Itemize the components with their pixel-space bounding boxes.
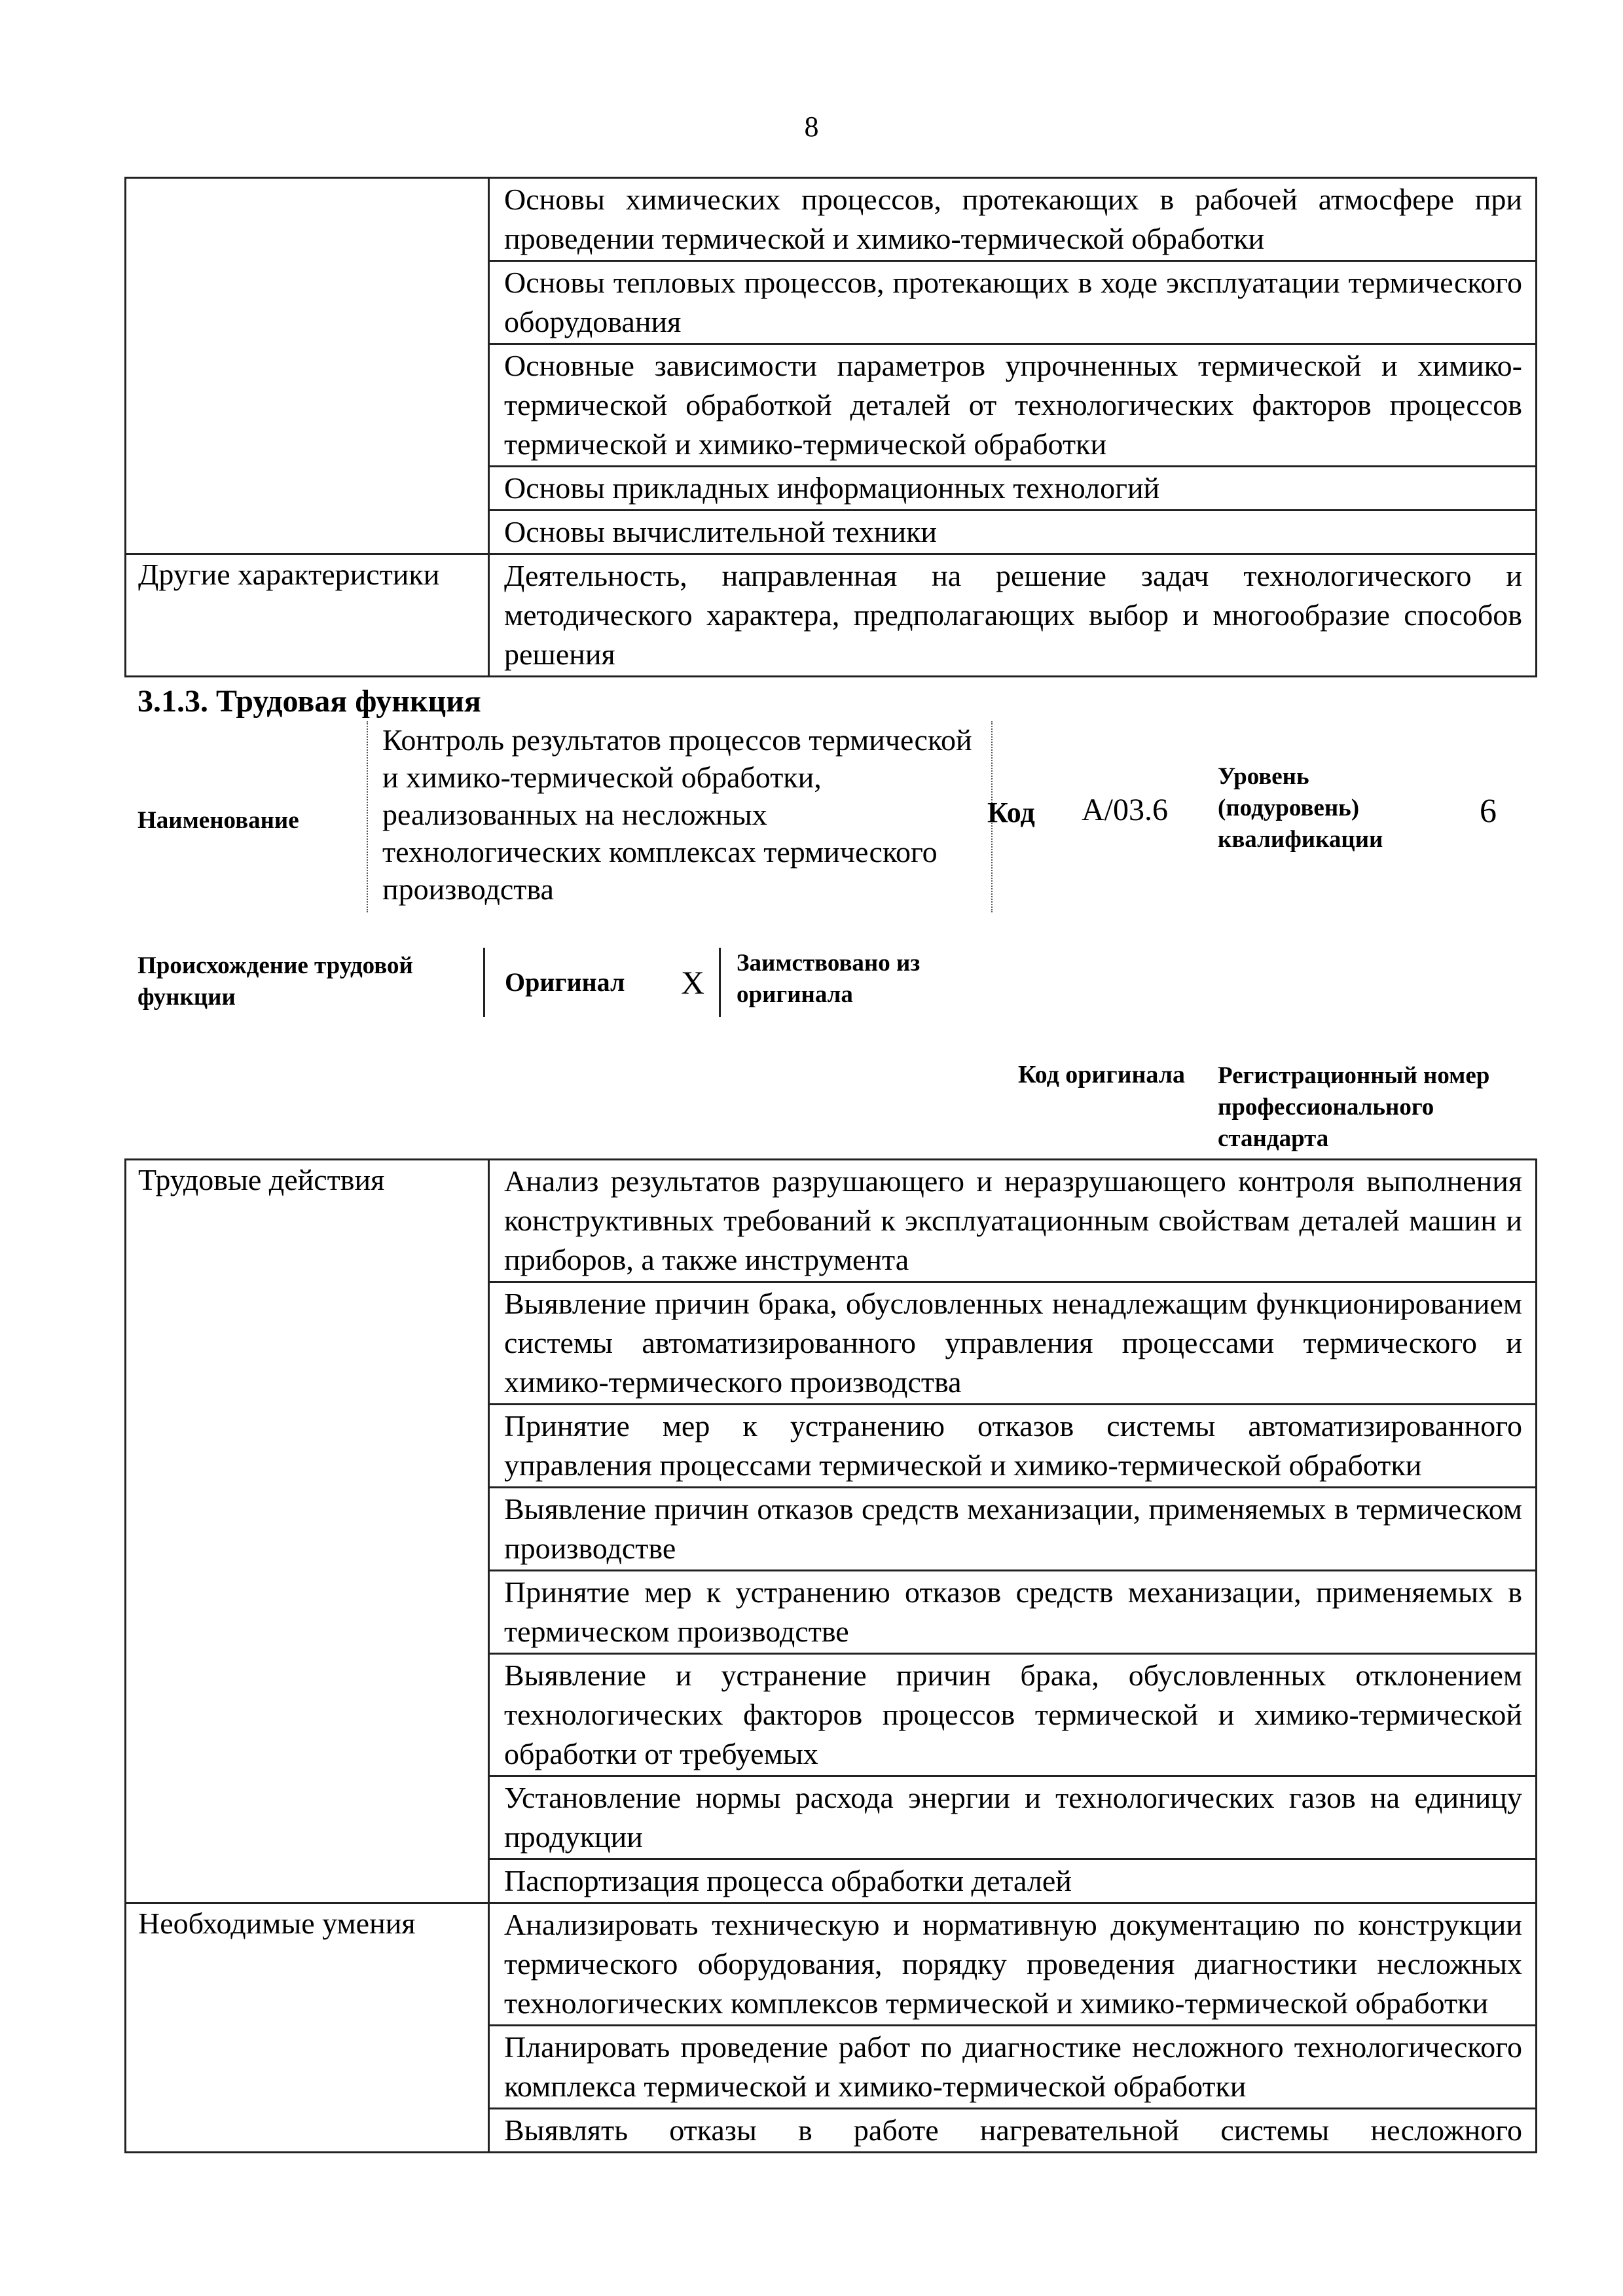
empty-label-cell	[126, 2026, 489, 2109]
actions-label: Трудовые действия	[126, 1160, 489, 1282]
level-value: 6	[1480, 793, 1497, 830]
empty-label-cell	[126, 1488, 489, 1571]
action-item: Выявление причин брака, обусловленных ненадлежащим функционированием системы автоматизированного управления процессами термического и химико-термического производства	[489, 1282, 1537, 1405]
origin-original: Оригинал	[483, 948, 727, 1017]
empty-label-cell	[126, 1776, 489, 1859]
row-label	[126, 178, 489, 261]
level-label: Уровень (подуровень) квалификации	[1218, 763, 1383, 853]
table-row	[126, 261, 1537, 344]
row-label	[126, 261, 489, 344]
table-row	[126, 1776, 1537, 1859]
table-row	[126, 2026, 1537, 2109]
table-row	[126, 2109, 1537, 2153]
table-row	[126, 467, 1537, 511]
row-text: Основы химических процессов, протекающих в рабочей атмосфере при проведении термической и химико-термической обработки	[489, 178, 1537, 261]
skill-item: Планировать проведение работ по диагностике несложного технологического комплекса термической и химико-термической обработки	[489, 2026, 1537, 2109]
row-text: Основы вычислительной техники	[489, 511, 1537, 554]
action-item: Принятие мер к устранению отказов системы автоматизированного управления процессами термической и химико-термической обработки	[489, 1405, 1537, 1488]
skills-label: Необходимые умения	[126, 1903, 489, 2026]
empty-label-cell	[126, 1654, 489, 1776]
action-item: Выявление и устранение причин брака, обусловленных отклонением технологических факторов процессов термической и химико-термической обработки от требуемых	[489, 1654, 1537, 1776]
code-label: Код	[987, 797, 1035, 829]
skill-item: Выявлять отказы в работе нагревательной системы несложного	[489, 2109, 1537, 2153]
action-item: Анализ результатов разрушающего и неразрушающего контроля выполнения конструктивных требований к эксплуатационным свойствам деталей машин и приборов, а также инструмента	[489, 1160, 1537, 1282]
table-row	[126, 1488, 1537, 1571]
row-text: Основы тепловых процессов, протекающих в ходе эксплуатации термического оборудования	[489, 261, 1537, 344]
code-value: A/03.6	[1082, 793, 1168, 827]
table-row	[126, 1654, 1537, 1776]
empty-label-cell	[126, 1405, 489, 1488]
origin-label: Происхождение трудовой функции	[137, 952, 413, 1011]
origin-mark: X	[681, 964, 705, 1001]
table-row	[126, 1859, 1537, 1903]
top-table	[124, 177, 1537, 677]
table-row	[126, 1903, 1537, 2026]
empty-label-cell	[126, 1282, 489, 1405]
table-row	[126, 1160, 1537, 1282]
action-item: Выявление причин отказов средств механизации, применяемых в термическом производстве	[489, 1488, 1537, 1571]
row-label	[126, 511, 489, 554]
skill-item: Анализировать техническую и нормативную документацию по конструкции термического оборудования, порядку проведения диагностики несложных технологических комплексов термической и химико-термической обработки	[489, 1903, 1537, 2026]
row-text: Основы прикладных информационных технологий	[489, 467, 1537, 511]
name-label: Наименование	[137, 807, 299, 834]
original-code-label: Код оригинала	[1018, 1061, 1186, 1088]
table-row	[126, 178, 1537, 261]
work-table	[124, 1158, 1537, 2153]
table-row	[126, 1571, 1537, 1654]
action-item: Паспортизация процесса обработки деталей	[489, 1859, 1537, 1903]
action-item: Установление нормы расхода энергии и технологических газов на единицу продукции	[489, 1776, 1537, 1859]
row-label: Другие характеристики	[126, 554, 489, 677]
empty-label-cell	[126, 2109, 489, 2153]
table-row	[126, 344, 1537, 467]
section-heading: 3.1.3. Трудовая функция	[137, 684, 481, 719]
table-row	[126, 1282, 1537, 1405]
empty-label-cell	[126, 1571, 489, 1654]
table-row	[126, 1405, 1537, 1488]
row-text: Деятельность, направленная на решение задач технологического и методического характера, предполагающих выбор и многообразие способов решения	[489, 554, 1537, 677]
row-text: Основные зависимости параметров упрочненных термической и химико-термической обработкой деталей от технологических факторов процессов термической и химико-термической обработки	[489, 344, 1537, 467]
row-label	[126, 467, 489, 511]
origin-borrowed: Заимствовано из оригинала	[719, 948, 959, 1017]
table-row	[126, 554, 1537, 677]
action-item: Принятие мер к устранению отказов средств механизации, применяемых в термическом производстве	[489, 1571, 1537, 1654]
reg-number-label: Регистрационный номер профессионального стандарта	[1218, 1062, 1490, 1152]
function-name: Контроль результатов процессов термической и химико-термической обработки, реализованных на несложных технологических комплексах термического производства	[367, 721, 993, 912]
row-label	[126, 344, 489, 467]
empty-label-cell	[126, 1859, 489, 1903]
table-row	[126, 511, 1537, 554]
page-number: 8	[804, 111, 819, 143]
